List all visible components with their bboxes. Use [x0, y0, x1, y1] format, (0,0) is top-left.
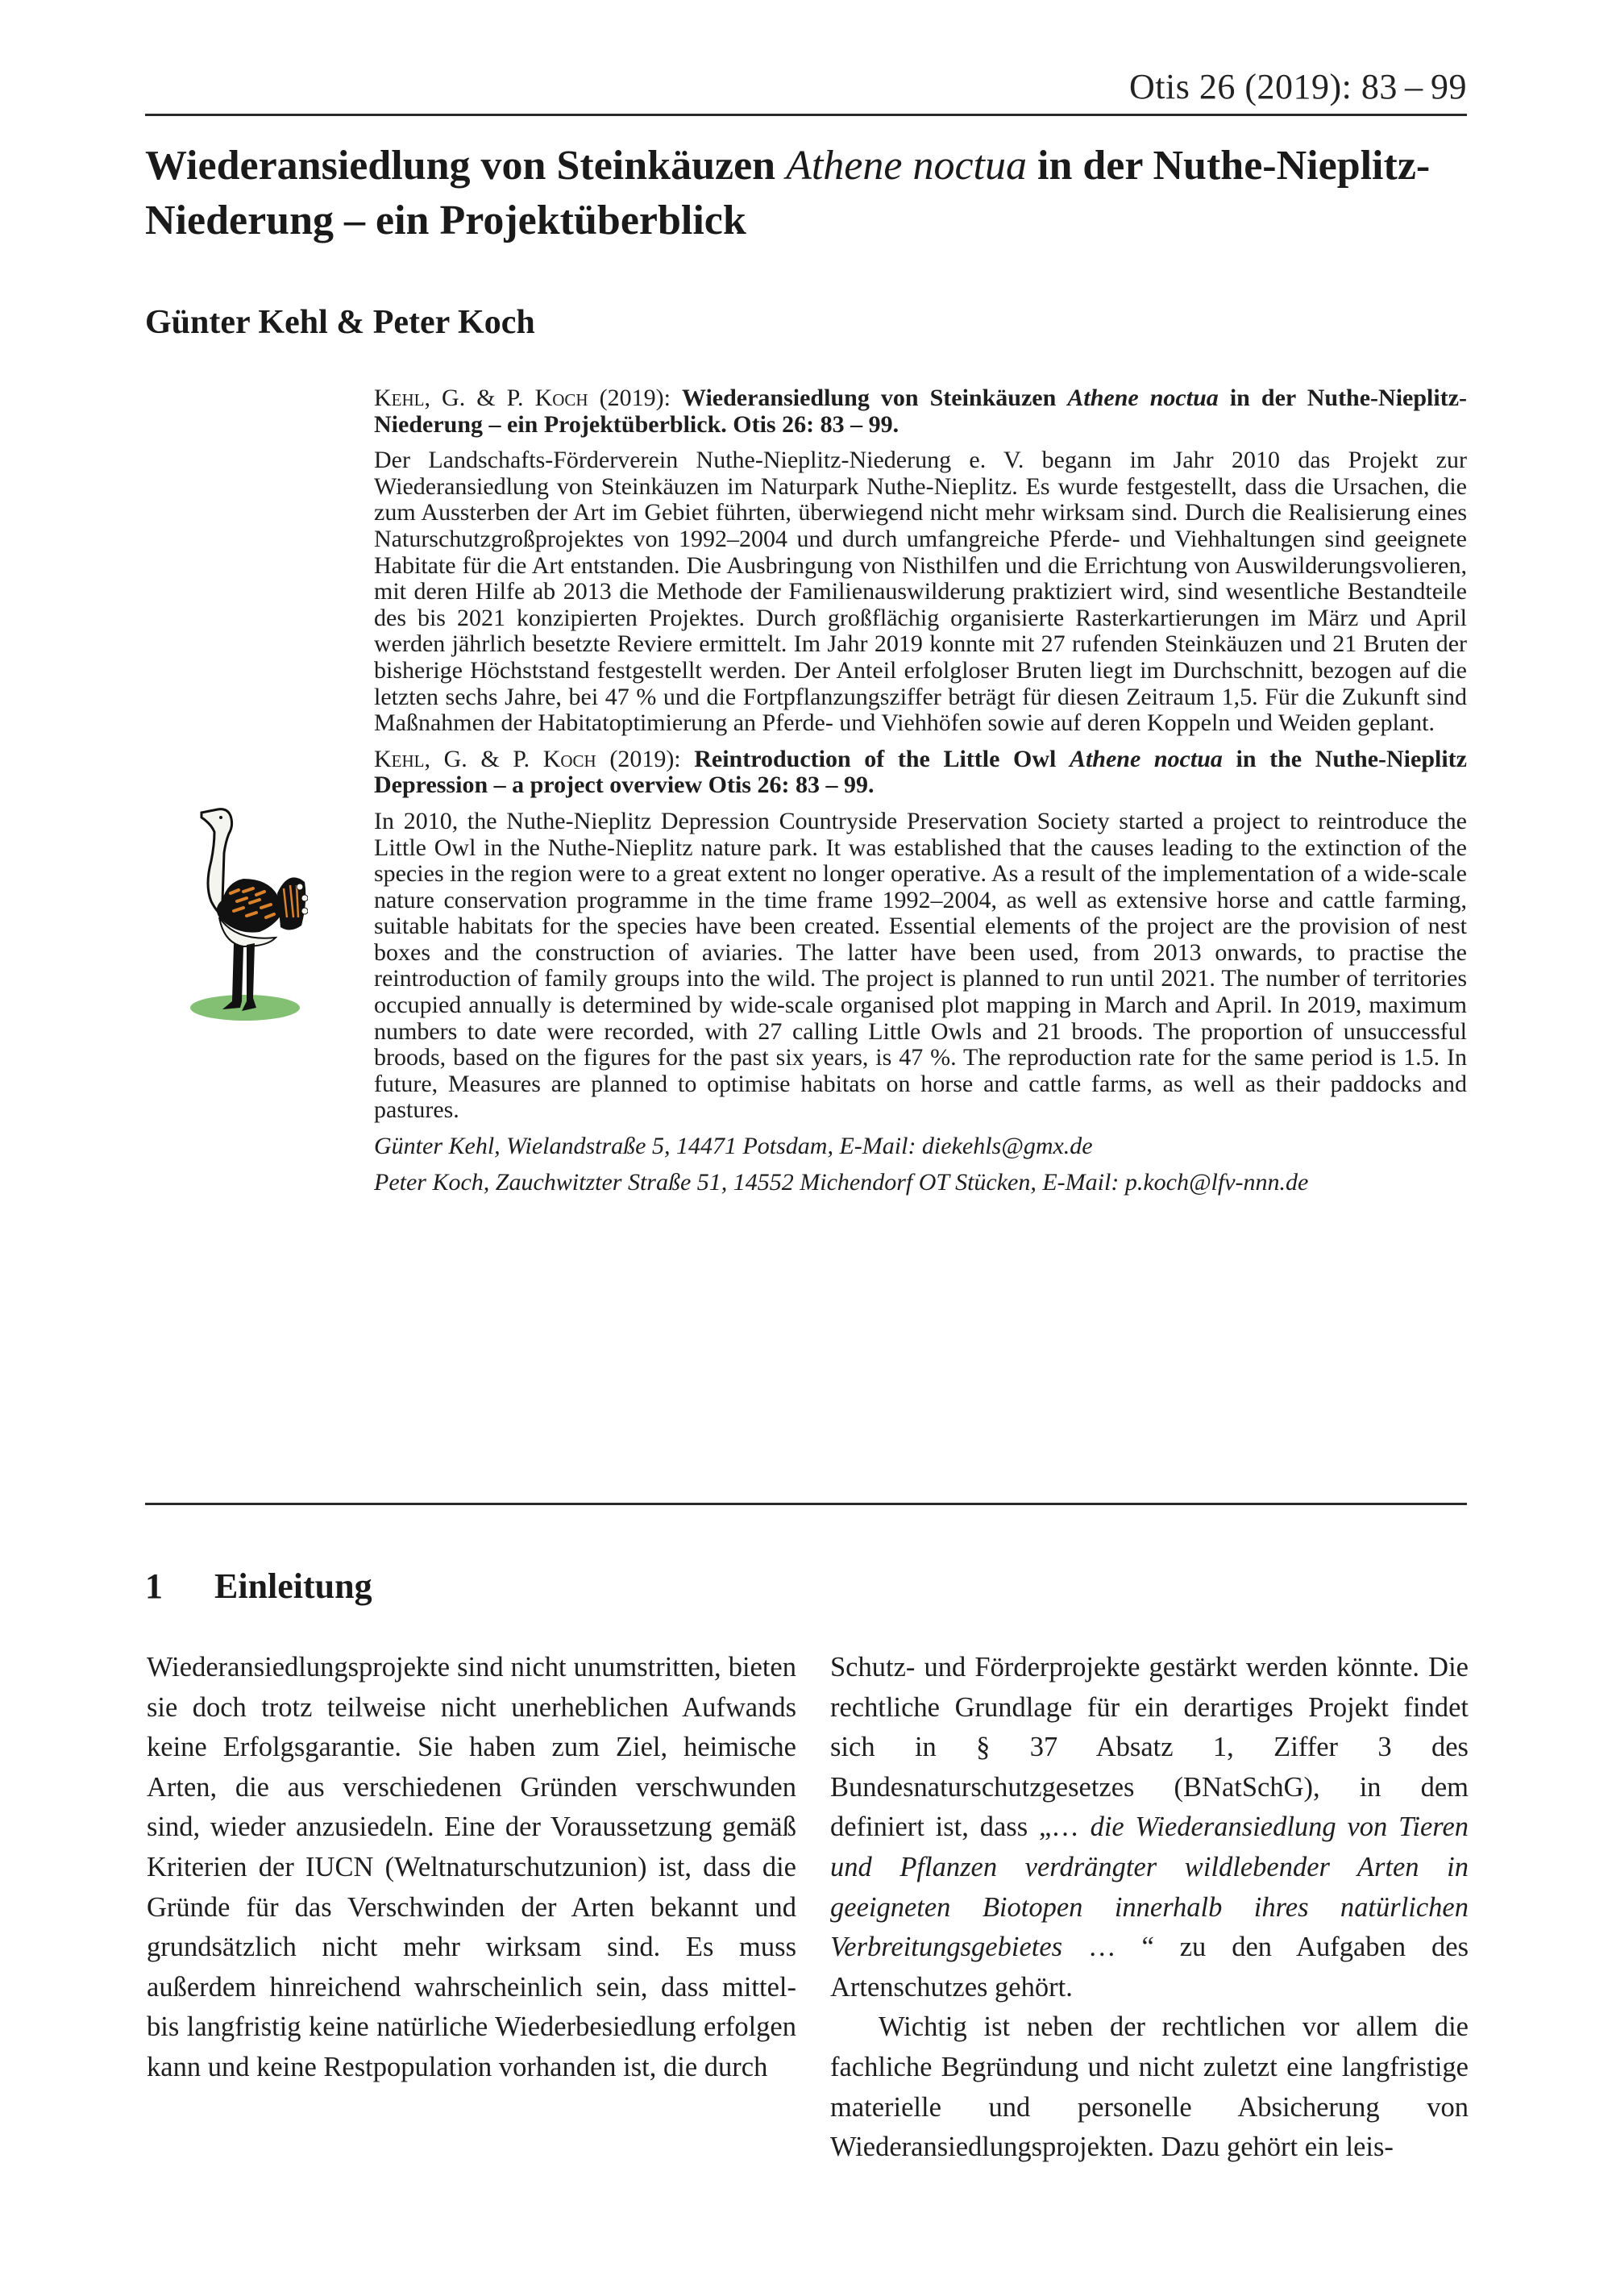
abstract-block — [374, 385, 1467, 1205]
abstract-en-text: In 2010, the Nuthe-Nieplitz Depression Countryside Preservation Society started a project to reintroduce the Little Owl in the Nuthe-Nieplitz nature park. It was established that the causes leading to the extinction of the species in the region were to a great extent no longer operative. As a result of the implementation of a wide-scale nature conservation programme in the time frame 1992–2004, as well as extensive horse and cattle farming, suitable habitats for the species have been created. Essential elements of the project are the provision of nest boxes and the construction of aviaries. The latter have been used, from 2013 onwards, to practise the reintroduction of family groups into the wild. The project is planned to run until 2021. The number of territories occupied annually is determined by wide-scale organised plot mapping in March and April. In 2019, maximum numbers to date were recorded, with 27 calling Little Owls and 21 broods. The proportion of unsuccessful broods, based on the figures for the past six years, is 47 %. The reproduction rate for the same period is 1.5. In future, Measures are planned to optimise habitats on horse and cattle farms, as well as their paddocks and pastures. — [374, 807, 1467, 1124]
section-heading — [145, 1566, 372, 1607]
section-number: 1 — [145, 1566, 163, 1606]
body-paragraph: Wichtig ist neben der rechtlichen vor allem die fachliche Begründung und nicht zuletzt eine langfristige materielle und personelle Absicherung von Wiederansiedlungsprojekten. Dazu gehört ein leis- — [830, 2011, 1469, 2163]
abstract-de-text: Der Landschafts-Förderverein Nuthe-Nieplitz-Niederung e. V. begann im Jahr 2010 das Projekt zur Wiederansiedlung von Steinkäuzen im Naturpark Nuthe-Nieplitz. Es wurde festgestellt, dass die Ursachen, die zum Aussterben der Art im Gebiet führten, überwiegend nicht mehr wirksam sind. Durch die Realisierung eines Naturschutzgroßprojektes von 1992–2004 und durch umfangreiche Pferde- und Viehhaltungen sind geeignete Habitate für die Art entstanden. Die Ausbringung von Nisthilfen und die Errichtung von Auswilderungsvolieren, mit deren Hilfe ab 2013 die Methode der Familienauswilderung praktiziert wird, sind wesentliche Bestandteile des bis 2021 konzipierten Projektes. Durch großflächig organisierte Rasterkartierungen im März und April werden jährlich besetzte Reviere ermittelt. Im Jahr 2019 konnte mit 27 rufenden Steinkäuzen und 21 Bruten der bisherige Höchststand festgestellt werden. Der Anteil erfolgloser Bruten liegt im Durchschnitt, bezogen auf die letzten sechs Jahre, bei 47 % und die Fortpflanzungsziffer beträgt für diesen Zeitraum 1,5. Für die Zukunft sind Maßnahmen der Habitatoptimierung an Pferde- und Viehhöfen sowie auf deren Koppeln und Weiden geplant. — [374, 447, 1467, 737]
citation-year: (2019): — [588, 385, 682, 411]
title-text-end: in der Nuthe-Nieplitz-Niederung – ein Projektüberblick — [145, 143, 1431, 243]
legal-quote: die Wiederansiedlung von Tieren und Pflanzen verdrängter wildlebender Arten in geeigneten Biotopen innerhalb ihres natürlichen Verbreitungsgebietes — [830, 1811, 1469, 1963]
article-authors: Günter Kehl & Peter Koch — [145, 304, 535, 341]
citation-title: in the Nuthe-Nieplitz Depression – a project overview Otis 26: 83 – 99. — [374, 745, 1467, 799]
running-head: Otis 26 (2019): 83 – 99 — [1129, 67, 1467, 106]
citation-author: , G. & P. — [424, 745, 543, 772]
abstract-de-citation — [374, 385, 1467, 438]
title-species: Athene noctua — [786, 143, 1027, 189]
article-title — [145, 139, 1483, 248]
citation-title: in der Nuthe-Nieplitz-Niederung – ein Projektüberblick. Otis 26: 83 – 99. — [374, 385, 1468, 438]
abstract-rule — [145, 1503, 1467, 1505]
citation-author: Koch — [534, 385, 588, 411]
citation-author: , G. & P. — [424, 385, 535, 411]
body-paragraph: Wiederansiedlungsprojekte sind nicht unumstritten, bieten sie doch trotz teilweise nicht unerheblichen Aufwands keine Erfolgsgarantie. Sie haben zum Ziel, heimische Arten, die aus verschiedenen Gründen verschwunden sind, wieder anzusiedeln. Eine der Voraussetzung gemäß Kriterien der IUCN (Weltnaturschutzunion) ist, dass die Gründe für das Verschwinden der Arten bekannt und grundsätzlich nicht mehr wirksam sind. Es muss außerdem hinreichend wahrscheinlich sein, dass mittel- bis langfristig keine natürliche Wiederbesiedlung erfolgen kann und keine Restpopulation vorhanden ist, die durch — [147, 1652, 796, 2082]
body-text: Schutz- und Förderprojekte gestärkt werden könnte. Die rechtliche Grundlage für ein derartiges Projekt findet sich in § 37 Absatz 1, Ziffer 3 des Bundesnaturschutzgesetzes (BNatSchG), in dem definiert ist, dass „… — [830, 1652, 1469, 1843]
citation-author: Kehl — [374, 745, 425, 772]
citation-year: (2019): — [596, 745, 695, 772]
section-title: Einleitung — [214, 1566, 372, 1606]
address-kehl: Günter Kehl, Wielandstraße 5, 14471 Potsdam, E-Mail: diekehls@gmx.de — [374, 1133, 1093, 1160]
body-column-right — [830, 1648, 1469, 2168]
header-rule — [145, 114, 1467, 116]
citation-author: Kehl — [374, 385, 425, 411]
great-bustard-illustration-icon — [187, 805, 308, 1024]
abstract-en-citation — [374, 747, 1467, 799]
citation-title: Wiederansiedlung von Steinkäuzen — [682, 385, 1068, 411]
address-koch: Peter Koch, Zauchwitzter Straße 51, 14552 Michendorf OT Stücken, E-Mail: p.koch@lfv-nnn.de — [374, 1168, 1309, 1196]
title-text: Wiederansiedlung von Steinkäuzen — [145, 143, 787, 189]
body-text: … “ zu den Aufgaben des Artenschutzes gehört. — [830, 1932, 1469, 2003]
citation-species: Athene noctua — [1067, 385, 1219, 411]
body-column-left — [147, 1648, 796, 2088]
citation-species: Athene noctua — [1069, 745, 1223, 772]
citation-author: Koch — [542, 745, 596, 772]
body-paragraph — [830, 1648, 1469, 2007]
citation-title: Reintroduction of the Little Owl — [694, 745, 1070, 772]
